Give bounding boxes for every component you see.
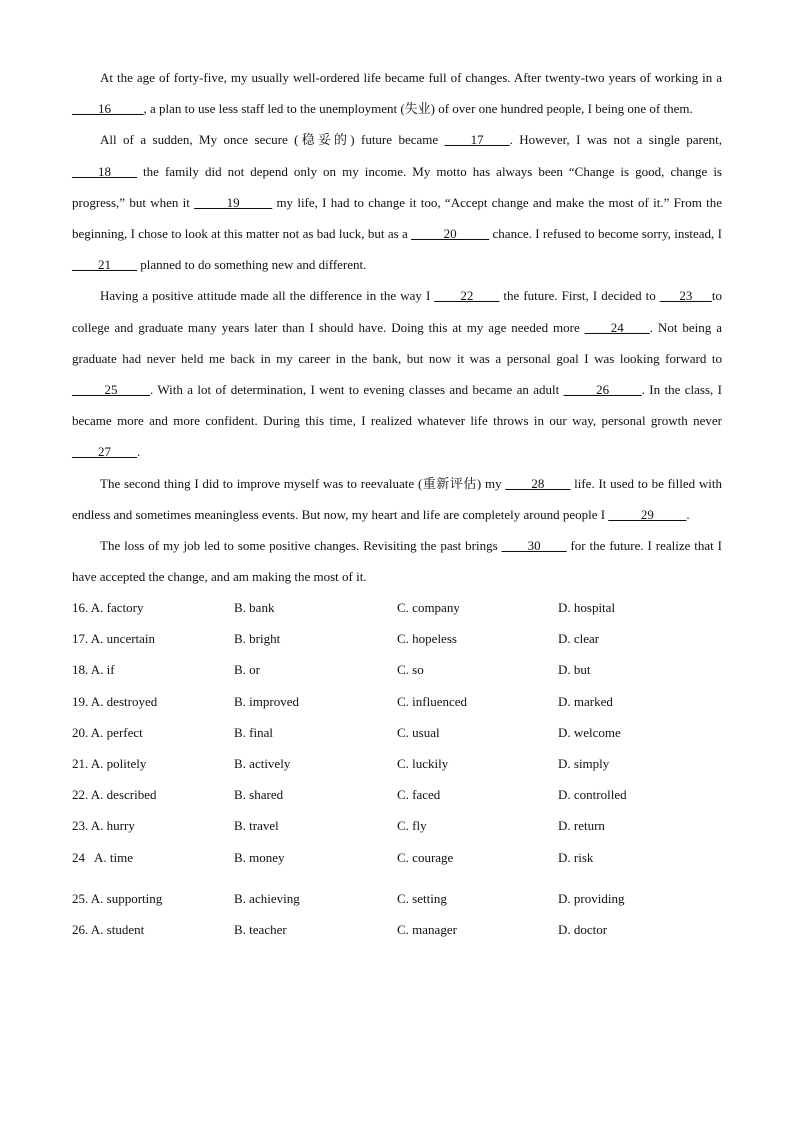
option-choice-a: 21. A. politely [72,755,147,771]
answer-blank: ____27____ [72,444,137,460]
option-choice-b: B. bank [234,600,275,616]
option-row [72,592,722,623]
option-row [72,624,722,655]
option-choice-d: D. clear [558,631,600,647]
option-choice-d: D. providing [558,890,625,906]
option-choice-c: C. faced [397,787,441,803]
answer-blank: _____26_____ [563,382,642,398]
answer-blank: ____16_____ [72,101,144,117]
passage-text: , a plan to use less staff led to the unemployment (失业) of over one hundred people, I being one of them. [143,101,693,117]
passage-text: . However, I was not a single parent, [509,132,726,148]
option-choice-b: B. final [234,724,273,740]
option-row [72,811,722,842]
passage-text: for the future. I realize that I have accepted the change, and am making the most of it. [72,538,726,585]
option-choice-b: B. teacher [234,921,287,937]
option-choice-b: B. actively [234,755,291,771]
answer-options [72,592,722,945]
option-choice-b: B. shared [234,787,284,803]
option-row [72,655,722,686]
option-row [72,686,722,717]
option-choice-d: D. but [558,662,591,678]
option-choice-a: 20. A. perfect [72,724,143,740]
option-choice-a: 22. A. described [72,787,157,803]
answer-blank: ____21____ [72,257,137,273]
option-choice-a: 16. A. factory [72,600,144,616]
option-choice-c: C. company [397,600,460,616]
option-choice-d: D. risk [558,849,594,865]
passage-text: The loss of my job led to some positive changes. Revisiting the past brings [100,538,502,554]
answer-blank: _____20_____ [411,226,490,242]
answer-blank: ____18____ [72,163,137,179]
option-choice-c: C. setting [397,890,447,906]
option-choice-b: B. bright [234,631,281,647]
option-choice-a: 26. A. student [72,921,145,937]
option-row [72,780,722,811]
option-choice-b: B. achieving [234,890,300,906]
option-choice-a: 19. A. destroyed [72,693,158,709]
option-choice-c: C. luckily [397,755,449,771]
passage-text: chance. I refused to become sorry, instead, I [489,226,726,242]
option-choice-a: 25. A. supporting [72,890,163,906]
answer-blank: ____30____ [501,538,567,554]
option-choice-d: D. marked [558,693,613,709]
passage-text: life. It used to be filled with endless and sometimes meaningless events. But now, my heart and life are completely around people I [72,475,726,522]
option-choice-d: D. welcome [558,724,621,740]
answer-blank: _____25_____ [72,382,150,398]
cloze-passage [72,62,726,592]
option-row [72,748,722,779]
option-choice-b: B. improved [234,693,299,709]
option-choice-c: C. influenced [397,693,468,709]
option-choice-c: C. so [397,662,424,678]
passage-text: the future. First, I decided to [499,288,660,304]
option-choice-c: C. manager [397,921,457,937]
passage-text: . Not being a graduate had never held me back in my career in the bank, but now it was a personal goal I was looking forward to [72,319,726,366]
passage-text: Having a positive attitude made all the difference in the way I [100,288,435,304]
answer-blank: ____17____ [444,132,510,148]
passage-paragraph [72,530,726,592]
passage-text: . [137,444,141,460]
answer-blank: _____29_____ [608,506,687,522]
answer-blank: ____28____ [505,475,571,491]
option-choice-c: C. fly [397,818,427,834]
option-choice-d: D. simply [558,755,610,771]
option-choice-a: 24 A. time [72,849,134,865]
option-choice-b: B. travel [234,818,279,834]
passage-text: At the age of forty-five, my usually well-ordered life became full of changes. After twenty-two years of working in a [100,70,726,85]
answer-blank: ____22____ [434,288,500,304]
passage-text: The second thing I did to improve myself was to reevaluate (重新评估) my [100,475,506,491]
option-choice-d: D. doctor [558,921,608,937]
passage-paragraph [72,124,726,280]
option-row [72,842,722,873]
passage-paragraph [72,280,726,467]
option-choice-b: B. or [234,662,260,678]
option-row [72,883,722,914]
passage-text: to college and graduate many years later than I should have. Doing this at my age needed more [72,288,726,335]
answer-blank: ___23___ [659,288,712,304]
option-choice-d: D. controlled [558,787,627,803]
option-choice-a: 23. A. hurry [72,818,135,834]
option-choice-c: C. usual [397,724,440,740]
option-choice-b: B. money [234,849,285,865]
option-choice-a: 18. A. if [72,662,115,678]
passage-text: . [686,506,690,522]
passage-text: . In the class, I became more and more confident. During this time, I realized whatever life throws in our way, personal growth never [72,382,726,429]
option-choice-d: D. return [558,818,605,834]
option-choice-c: C. hopeless [397,631,457,647]
passage-text: . With a lot of determination, I went to evening classes and became an adult [150,382,564,398]
option-row [72,914,722,945]
passage-text: planned to do something new and different. [137,257,367,273]
answer-blank: ____24____ [584,319,650,335]
passage-text: my life, I had to change it too, “Accept change and make the most of it.” From the beginning, I chose to look at this matter not as bad luck, but as a [72,194,726,242]
option-choice-a: 17. A. uncertain [72,631,156,647]
option-row [72,717,722,748]
passage-paragraph [72,62,726,124]
passage-text: the family did not depend only on my income. My motto has always been “Change is good, change is progress,” but when it [72,163,726,210]
document-page [72,62,726,946]
option-choice-d: D. hospital [558,600,616,616]
passage-paragraph [72,468,726,530]
option-choice-c: C. courage [397,849,454,865]
answer-blank: _____19_____ [194,194,273,210]
passage-text: All of a sudden, My once secure (稳妥的) future became [100,132,445,148]
